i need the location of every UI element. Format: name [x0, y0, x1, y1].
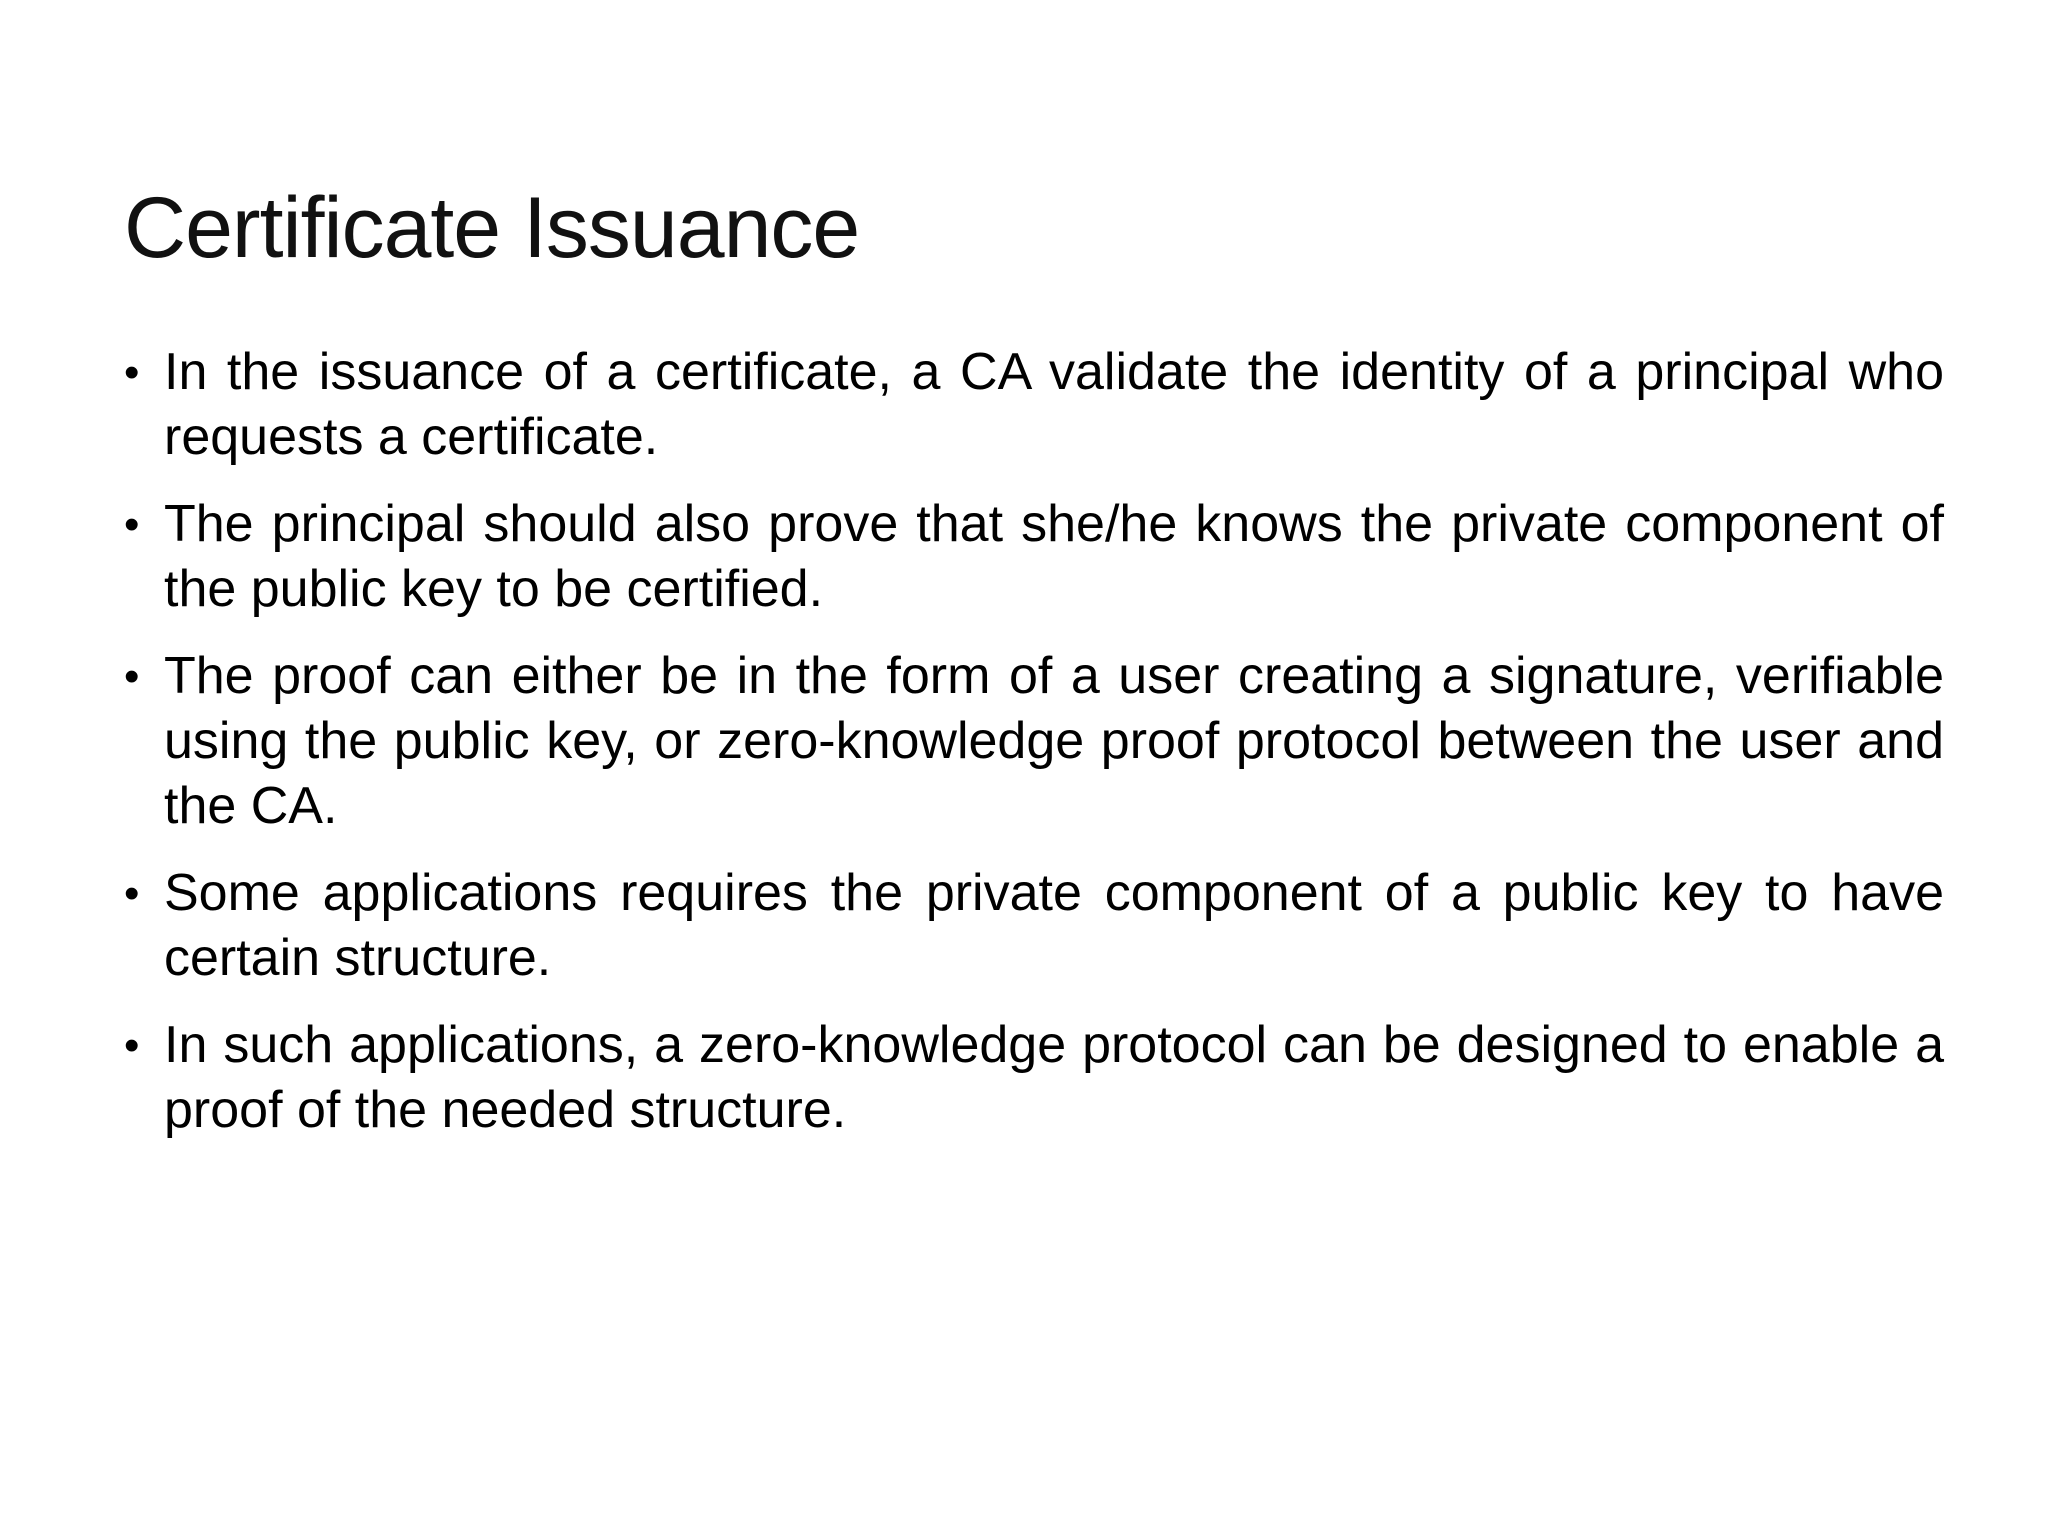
slide-title: Certificate Issuance [124, 180, 860, 276]
bullet-item: • In such applications, a zero-knowledge protocol can be designed to enable a proof of the needed structure. [124, 1013, 1944, 1143]
bullet-item: • The proof can either be in the form of a user creating a signature, verifiable using the public key, or zero-knowledge proof protocol between the user and the CA. [124, 644, 1944, 839]
bullet-item: • The principal should also prove that she/he knows the private component of the public key to be certified. [124, 492, 1944, 622]
bullet-item: • Some applications requires the private component of a public key to have certain structure. [124, 861, 1944, 991]
bullet-list [124, 340, 1944, 1165]
bullet-item: • In the issuance of a certificate, a CA validate the identity of a principal who requests a certificate. [124, 340, 1944, 470]
